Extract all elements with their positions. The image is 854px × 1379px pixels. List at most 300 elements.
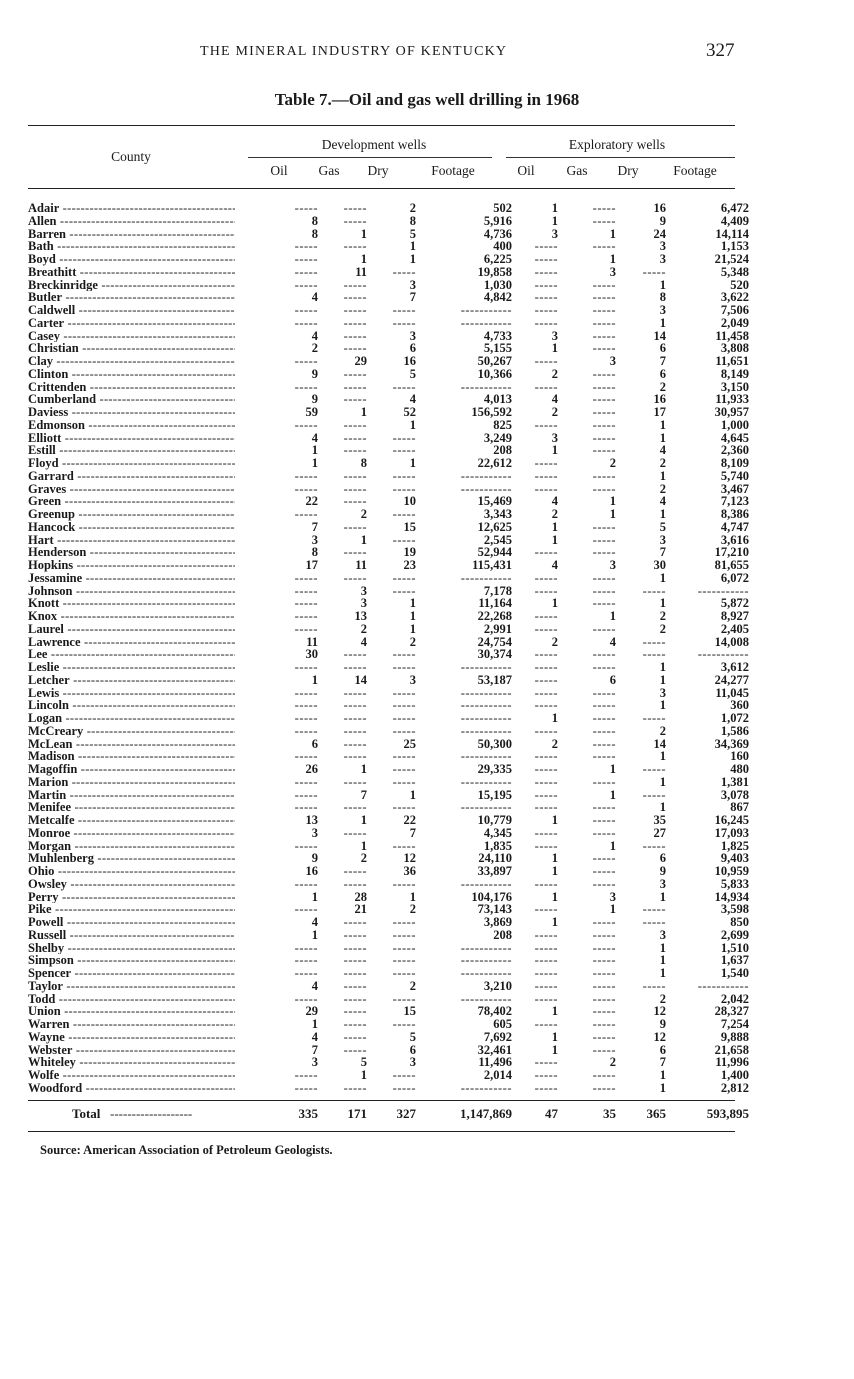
table-title: Table 7.—Oil and gas well drilling in 1968 xyxy=(274,90,580,109)
total-dev-gas: 171 xyxy=(347,1106,367,1121)
cell-exp-footage: 1,637 xyxy=(720,953,749,968)
cell-exp-dry: ----- xyxy=(642,902,666,917)
cell-dev-dry: 7 xyxy=(409,290,416,305)
county-name: Barren ----- xyxy=(28,228,235,241)
cell-exp-footage: 11,651 xyxy=(715,354,749,368)
cell-dev-dry: ----- xyxy=(392,749,416,764)
table-row xyxy=(28,1029,749,1044)
cell-dev-dry: 5 xyxy=(409,1029,416,1044)
cell-exp-footage: 5,872 xyxy=(720,596,749,611)
cell-exp-gas: ----- xyxy=(592,736,616,751)
cell-exp-oil: 4 xyxy=(551,558,558,572)
cell-exp-oil: ----- xyxy=(534,685,558,700)
cell-dev-dry: ----- xyxy=(392,723,416,738)
cell-dev-gas: 4 xyxy=(360,634,367,649)
cell-exp-oil: 1 xyxy=(551,915,558,929)
cell-dev-oil: ----- xyxy=(294,481,318,496)
county-name: Marion ----- xyxy=(28,776,235,789)
cell-exp-gas: ----- xyxy=(592,940,616,955)
cell-exp-footage: 2,049 xyxy=(720,315,749,330)
cell-exp-footage: 867 xyxy=(730,800,749,815)
cell-exp-dry: 6 xyxy=(659,1042,666,1057)
table-row xyxy=(28,736,749,751)
county-name: Shelby ----- xyxy=(28,942,235,955)
table-row xyxy=(28,303,749,317)
cell-exp-gas: ----- xyxy=(592,545,616,560)
cell-dev-footage: 5,916 xyxy=(483,213,512,228)
cell-dev-gas: ----- xyxy=(343,927,367,942)
cell-exp-footage: 17,093 xyxy=(714,825,749,840)
cell-exp-gas: 3 xyxy=(609,264,616,279)
cell-exp-footage: 4,747 xyxy=(720,519,749,534)
cell-exp-oil: ----- xyxy=(534,609,558,623)
cell-dev-oil: 4 xyxy=(311,430,318,445)
cell-exp-footage: 6,072 xyxy=(720,570,749,585)
table-row xyxy=(28,545,749,560)
cell-dev-gas: 7 xyxy=(360,787,367,802)
county-name: Todd ----- xyxy=(28,993,235,1006)
cell-exp-footage: 1,586 xyxy=(720,723,749,738)
cell-dev-dry: ----- xyxy=(392,430,416,445)
cell-exp-oil: 1 xyxy=(551,813,558,827)
cell-dev-oil: ----- xyxy=(294,583,318,598)
cell-dev-footage: 10,779 xyxy=(477,813,512,827)
cell-exp-dry: 16 xyxy=(653,201,666,215)
cell-dev-oil: 30 xyxy=(305,647,318,662)
table-row xyxy=(28,774,749,789)
cell-exp-oil: ----- xyxy=(534,902,558,917)
cell-dev-footage: ----------- xyxy=(460,991,512,1006)
cell-dev-dry: 1 xyxy=(409,609,416,623)
cell-dev-dry: ----- xyxy=(392,443,416,458)
cell-dev-dry: ----- xyxy=(392,570,416,585)
cell-dev-oil: ----- xyxy=(294,609,318,623)
cell-dev-dry: ----- xyxy=(392,966,416,980)
cell-dev-oil: 26 xyxy=(305,762,318,776)
cell-exp-oil: ----- xyxy=(534,570,558,585)
cell-exp-oil: ----- xyxy=(534,417,558,432)
table-row xyxy=(28,558,749,572)
cell-exp-gas: ----- xyxy=(592,1042,616,1057)
cell-dev-footage: 32,461 xyxy=(477,1042,512,1057)
cell-exp-gas: ----- xyxy=(592,443,616,458)
cell-exp-oil: ----- xyxy=(534,978,558,993)
cell-exp-dry: 6 xyxy=(659,851,666,866)
cell-dev-oil: 9 xyxy=(311,851,318,866)
table-body xyxy=(28,201,749,1095)
county-name: Carter ----- xyxy=(28,317,235,330)
cell-dev-footage: 24,754 xyxy=(477,634,512,649)
cell-dev-footage: ----------- xyxy=(460,953,512,968)
cell-dev-dry: 3 xyxy=(409,277,416,292)
table-row xyxy=(28,889,749,904)
cell-dev-gas: 2 xyxy=(360,621,367,636)
cell-dev-dry: 5 xyxy=(409,226,416,241)
cell-exp-footage: 8,927 xyxy=(720,609,749,623)
cell-dev-footage: ----------- xyxy=(460,723,512,738)
cell-exp-dry: 1 xyxy=(659,749,666,764)
cell-exp-dry: 1 xyxy=(659,1068,666,1082)
cell-dev-gas: 1 xyxy=(360,813,367,827)
cell-dev-dry: ----- xyxy=(392,940,416,955)
cell-dev-gas: 1 xyxy=(360,226,367,241)
cell-dev-gas: 1 xyxy=(360,405,367,419)
table-row xyxy=(28,456,749,470)
cell-exp-footage: 3,598 xyxy=(720,902,749,917)
cell-dev-oil: ----- xyxy=(294,940,318,955)
cell-dev-footage: ----------- xyxy=(460,698,512,713)
cell-dev-gas: ----- xyxy=(343,1029,367,1044)
cell-dev-dry: 6 xyxy=(409,1042,416,1057)
cell-dev-oil: 4 xyxy=(311,978,318,993)
county-name: Webster ----- xyxy=(28,1044,235,1057)
table-row xyxy=(28,1055,749,1070)
cell-exp-gas: ----- xyxy=(592,698,616,713)
cell-exp-footage: 7,506 xyxy=(720,303,749,317)
cell-exp-footage: 3,150 xyxy=(720,379,749,394)
cell-dev-gas: ----- xyxy=(343,660,367,674)
table-row xyxy=(28,991,749,1006)
cell-dev-gas: ----- xyxy=(343,239,367,254)
table-top-rule xyxy=(28,125,735,126)
table-row xyxy=(28,762,749,776)
cell-dev-footage: 208 xyxy=(493,927,512,942)
table-row xyxy=(28,851,749,866)
cell-exp-dry: 1 xyxy=(659,660,666,674)
cell-dev-footage: ----------- xyxy=(460,468,512,483)
table-row xyxy=(28,1080,749,1095)
cell-dev-gas: ----- xyxy=(343,825,367,840)
cell-exp-dry: 3 xyxy=(659,303,666,317)
county-name: Knox ----- xyxy=(28,610,235,623)
cell-exp-dry: 1 xyxy=(659,277,666,292)
cell-exp-dry: 2 xyxy=(659,481,666,496)
cell-dev-oil: 3 xyxy=(311,1055,318,1070)
cell-exp-gas: 3 xyxy=(609,558,616,572)
cell-exp-footage: 3,616 xyxy=(720,532,749,547)
cell-dev-oil: 9 xyxy=(311,366,318,381)
header-exp-dry: Dry xyxy=(617,163,639,178)
cell-exp-oil: 1 xyxy=(551,1004,558,1019)
cell-exp-gas: 1 xyxy=(609,494,616,509)
cell-exp-footage: 1,000 xyxy=(720,417,749,432)
cell-exp-footage: 1,400 xyxy=(720,1068,749,1082)
cell-dev-oil: 4 xyxy=(311,328,318,343)
total-exp-footage: 593,895 xyxy=(706,1106,749,1121)
cell-dev-gas: ----- xyxy=(343,774,367,789)
county-name: Crittenden ----- xyxy=(28,381,235,394)
cell-exp-gas: ----- xyxy=(592,417,616,432)
cell-dev-oil: 16 xyxy=(305,864,318,878)
cell-dev-oil: ----- xyxy=(294,685,318,700)
cell-exp-oil: 1 xyxy=(551,519,558,534)
cell-dev-dry: ----- xyxy=(392,468,416,483)
cell-exp-footage: 480 xyxy=(730,762,749,776)
header-exp-oil: Oil xyxy=(517,163,535,178)
table-row xyxy=(28,940,749,955)
cell-dev-footage: 50,300 xyxy=(477,736,512,751)
cell-dev-footage: 825 xyxy=(493,417,512,432)
cell-exp-oil: ----- xyxy=(534,1080,558,1095)
cell-dev-dry: 15 xyxy=(403,1004,416,1019)
cell-exp-dry: 3 xyxy=(659,876,666,891)
cell-exp-oil: 1 xyxy=(551,596,558,611)
cell-exp-oil: ----- xyxy=(534,838,558,853)
county-name: Ohio ----- xyxy=(28,865,235,878)
county-name: Knott ----- xyxy=(28,597,235,610)
cell-exp-oil: ----- xyxy=(534,966,558,980)
cell-exp-dry: 12 xyxy=(653,1004,666,1019)
table-row xyxy=(28,213,749,228)
county-name: Clay ----- xyxy=(28,355,235,368)
cell-exp-footage: ----------- xyxy=(697,583,749,598)
cell-dev-footage: ----------- xyxy=(460,876,512,891)
cell-exp-footage: 24,277 xyxy=(714,672,749,687)
cell-exp-oil: ----- xyxy=(534,672,558,687)
cell-dev-dry: 3 xyxy=(409,328,416,343)
table-row xyxy=(28,583,749,598)
county-name: Caldwell ----- xyxy=(28,304,235,317)
cell-exp-dry: 9 xyxy=(659,864,666,878)
cell-exp-gas: ----- xyxy=(592,927,616,942)
cell-dev-oil: 7 xyxy=(311,519,318,534)
county-name: Allen ----- xyxy=(28,215,235,228)
cell-exp-dry: 2 xyxy=(659,991,666,1006)
cell-exp-gas: ----- xyxy=(592,851,616,866)
cell-exp-footage: 30,957 xyxy=(714,405,749,419)
cell-exp-oil: 1 xyxy=(551,341,558,356)
cell-dev-oil: ----- xyxy=(294,507,318,521)
county-name: Butler ----- xyxy=(28,291,235,304)
cell-exp-oil: 3 xyxy=(551,430,558,445)
cell-exp-dry: 1 xyxy=(659,889,666,904)
cell-exp-dry: ----- xyxy=(642,711,666,725)
county-name: Powell ----- xyxy=(28,916,235,929)
cell-dev-gas: ----- xyxy=(343,711,367,725)
cell-dev-dry: ----- xyxy=(392,303,416,317)
cell-dev-oil: 1 xyxy=(311,927,318,942)
cell-dev-gas: ----- xyxy=(343,315,367,330)
cell-exp-oil: 1 xyxy=(551,213,558,228)
cell-dev-footage: 1,835 xyxy=(483,838,512,853)
header-dev-gas: Gas xyxy=(318,163,340,178)
cell-exp-oil: 4 xyxy=(551,392,558,407)
cell-exp-dry: 12 xyxy=(653,1029,666,1044)
table-row xyxy=(28,507,749,521)
cell-dev-footage: 6,225 xyxy=(483,252,512,266)
cell-dev-footage: 4,736 xyxy=(483,226,512,241)
table-row xyxy=(28,417,749,432)
cell-exp-dry: ----- xyxy=(642,787,666,802)
cell-dev-footage: 12,625 xyxy=(477,519,512,534)
header-dev-footage: Footage xyxy=(431,163,475,178)
cell-exp-footage: 81,655 xyxy=(714,558,749,572)
county-name: Cumberland ----- xyxy=(28,393,235,406)
cell-dev-oil: ----- xyxy=(294,749,318,764)
cell-exp-oil: ----- xyxy=(534,315,558,330)
cell-dev-footage: ----------- xyxy=(460,940,512,955)
cell-exp-oil: 3 xyxy=(551,328,558,343)
county-name: Adair ----- xyxy=(28,202,235,215)
cell-exp-footage: 1,381 xyxy=(720,774,749,789)
table-row xyxy=(28,481,749,496)
cell-dev-dry: ----- xyxy=(392,1080,416,1095)
cell-exp-oil: ----- xyxy=(534,774,558,789)
cell-exp-footage: 10,959 xyxy=(714,864,749,878)
table-row xyxy=(28,430,749,445)
cell-dev-dry: 2 xyxy=(409,902,416,917)
cell-dev-oil: ----- xyxy=(294,303,318,317)
cell-exp-dry: 9 xyxy=(659,213,666,228)
cell-exp-gas: ----- xyxy=(592,1017,616,1031)
cell-exp-footage: 1,072 xyxy=(720,711,749,725)
county-name: Elliott ----- xyxy=(28,432,235,445)
cell-exp-dry: 7 xyxy=(659,1055,666,1070)
table-row xyxy=(28,1068,749,1082)
cell-exp-footage: 2,405 xyxy=(720,621,749,636)
cell-exp-footage: 4,409 xyxy=(720,213,749,228)
cell-dev-oil: 4 xyxy=(311,290,318,305)
table-row xyxy=(28,392,749,407)
county-name: Union ----- xyxy=(28,1005,235,1018)
cell-exp-dry: 24 xyxy=(653,226,666,241)
cell-dev-footage: 4,733 xyxy=(483,328,512,343)
total-dev-dry: 327 xyxy=(396,1106,416,1121)
cell-exp-gas: ----- xyxy=(592,1080,616,1095)
cell-dev-oil: ----- xyxy=(294,698,318,713)
cell-dev-footage: 2,991 xyxy=(483,621,512,636)
cell-dev-oil: ----- xyxy=(294,1068,318,1082)
cell-dev-oil: 4 xyxy=(311,1029,318,1044)
cell-dev-dry: 3 xyxy=(409,1055,416,1070)
cell-dev-gas: ----- xyxy=(343,481,367,496)
county-name: Morgan ----- xyxy=(28,840,235,853)
cell-exp-oil: ----- xyxy=(534,621,558,636)
cell-dev-oil: 17 xyxy=(305,558,318,572)
cell-exp-footage: 2,360 xyxy=(720,443,749,458)
cell-dev-dry: ----- xyxy=(392,800,416,815)
table-row xyxy=(28,277,749,292)
county-name: Muhlenberg ----- xyxy=(28,852,235,865)
cell-exp-oil: ----- xyxy=(534,876,558,891)
cell-dev-footage: 4,842 xyxy=(483,290,512,305)
table-row xyxy=(28,494,749,509)
table-row xyxy=(28,864,749,878)
cell-dev-footage: 19,858 xyxy=(477,264,512,279)
county-name: Russell ----- xyxy=(28,929,235,942)
table-row xyxy=(28,290,749,305)
county-name: Estill ----- xyxy=(28,444,235,457)
cell-dev-gas: 5 xyxy=(360,1055,367,1070)
county-name: Woodford ----- xyxy=(28,1082,235,1095)
county-name: Lewis ----- xyxy=(28,687,235,700)
cell-dev-footage: 53,187 xyxy=(477,672,512,687)
cell-dev-gas: ----- xyxy=(343,966,367,980)
total-label-leader: ------------------- xyxy=(110,1106,193,1121)
table-row xyxy=(28,927,749,942)
total-dev-footage: 1,147,869 xyxy=(460,1106,512,1121)
cell-exp-footage: 11,996 xyxy=(715,1055,749,1070)
cell-dev-oil: ----- xyxy=(294,1080,318,1095)
cell-exp-gas: 6 xyxy=(609,672,616,687)
cell-dev-gas: ----- xyxy=(343,519,367,534)
cell-exp-gas: ----- xyxy=(592,596,616,611)
cell-dev-footage: ----------- xyxy=(460,966,512,980)
cell-exp-oil: 1 xyxy=(551,201,558,215)
cell-exp-oil: ----- xyxy=(534,723,558,738)
cell-exp-dry: 1 xyxy=(659,430,666,445)
cell-dev-oil: 4 xyxy=(311,915,318,929)
cell-exp-gas: ----- xyxy=(592,201,616,215)
cell-dev-gas: ----- xyxy=(343,698,367,713)
table-row xyxy=(28,685,749,700)
cell-exp-oil: ----- xyxy=(534,481,558,496)
table-row xyxy=(28,978,749,993)
cell-exp-dry: 7 xyxy=(659,545,666,560)
cell-dev-gas: 1 xyxy=(360,252,367,266)
cell-dev-gas: 28 xyxy=(354,889,367,904)
cell-exp-dry: ----- xyxy=(642,915,666,929)
cell-dev-gas: ----- xyxy=(343,290,367,305)
table-row xyxy=(28,813,749,827)
cell-exp-oil: ----- xyxy=(534,1055,558,1070)
table-row xyxy=(28,532,749,547)
cell-exp-gas: ----- xyxy=(592,341,616,356)
cell-exp-gas: 1 xyxy=(609,252,616,266)
cell-dev-oil: 22 xyxy=(305,494,318,509)
table-row xyxy=(28,1017,749,1031)
table-row xyxy=(28,621,749,636)
cell-exp-dry: 6 xyxy=(659,366,666,381)
cell-exp-footage: 11,933 xyxy=(715,392,749,407)
cell-exp-gas: ----- xyxy=(592,723,616,738)
county-name: Bath ----- xyxy=(28,240,235,253)
cell-dev-oil: ----- xyxy=(294,838,318,853)
cell-dev-oil: ----- xyxy=(294,621,318,636)
cell-exp-footage: 28,327 xyxy=(714,1004,749,1019)
cell-exp-dry: 1 xyxy=(659,596,666,611)
cell-exp-gas: ----- xyxy=(592,277,616,292)
county-name: Logan ----- xyxy=(28,712,235,725)
cell-exp-dry: 1 xyxy=(659,1080,666,1095)
cell-exp-dry: 1 xyxy=(659,774,666,789)
exploratory-group-rule xyxy=(506,157,735,158)
cell-exp-footage: 3,612 xyxy=(720,660,749,674)
county-name: Magoffin ----- xyxy=(28,763,235,776)
cell-dev-dry: ----- xyxy=(392,711,416,725)
cell-exp-footage: 17,210 xyxy=(714,545,749,560)
cell-exp-dry: 5 xyxy=(659,519,666,534)
cell-dev-footage: 30,374 xyxy=(477,647,512,662)
cell-exp-gas: ----- xyxy=(592,978,616,993)
table-row xyxy=(28,226,749,241)
cell-dev-dry: 22 xyxy=(403,813,416,827)
cell-dev-dry: ----- xyxy=(392,915,416,929)
table-row xyxy=(28,341,749,356)
cell-dev-oil: ----- xyxy=(294,991,318,1006)
cell-dev-gas: ----- xyxy=(343,978,367,993)
cell-dev-footage: 22,612 xyxy=(477,456,512,470)
county-name: Taylor ----- xyxy=(28,980,235,993)
cell-dev-dry: ----- xyxy=(392,1017,416,1031)
cell-dev-gas: 1 xyxy=(360,838,367,853)
cell-dev-footage: 208 xyxy=(493,443,512,458)
cell-exp-dry: 3 xyxy=(659,252,666,266)
cell-exp-gas: ----- xyxy=(592,876,616,891)
cell-dev-dry: ----- xyxy=(392,481,416,496)
cell-dev-oil: ----- xyxy=(294,902,318,917)
county-name: Laurel ----- xyxy=(28,623,235,636)
